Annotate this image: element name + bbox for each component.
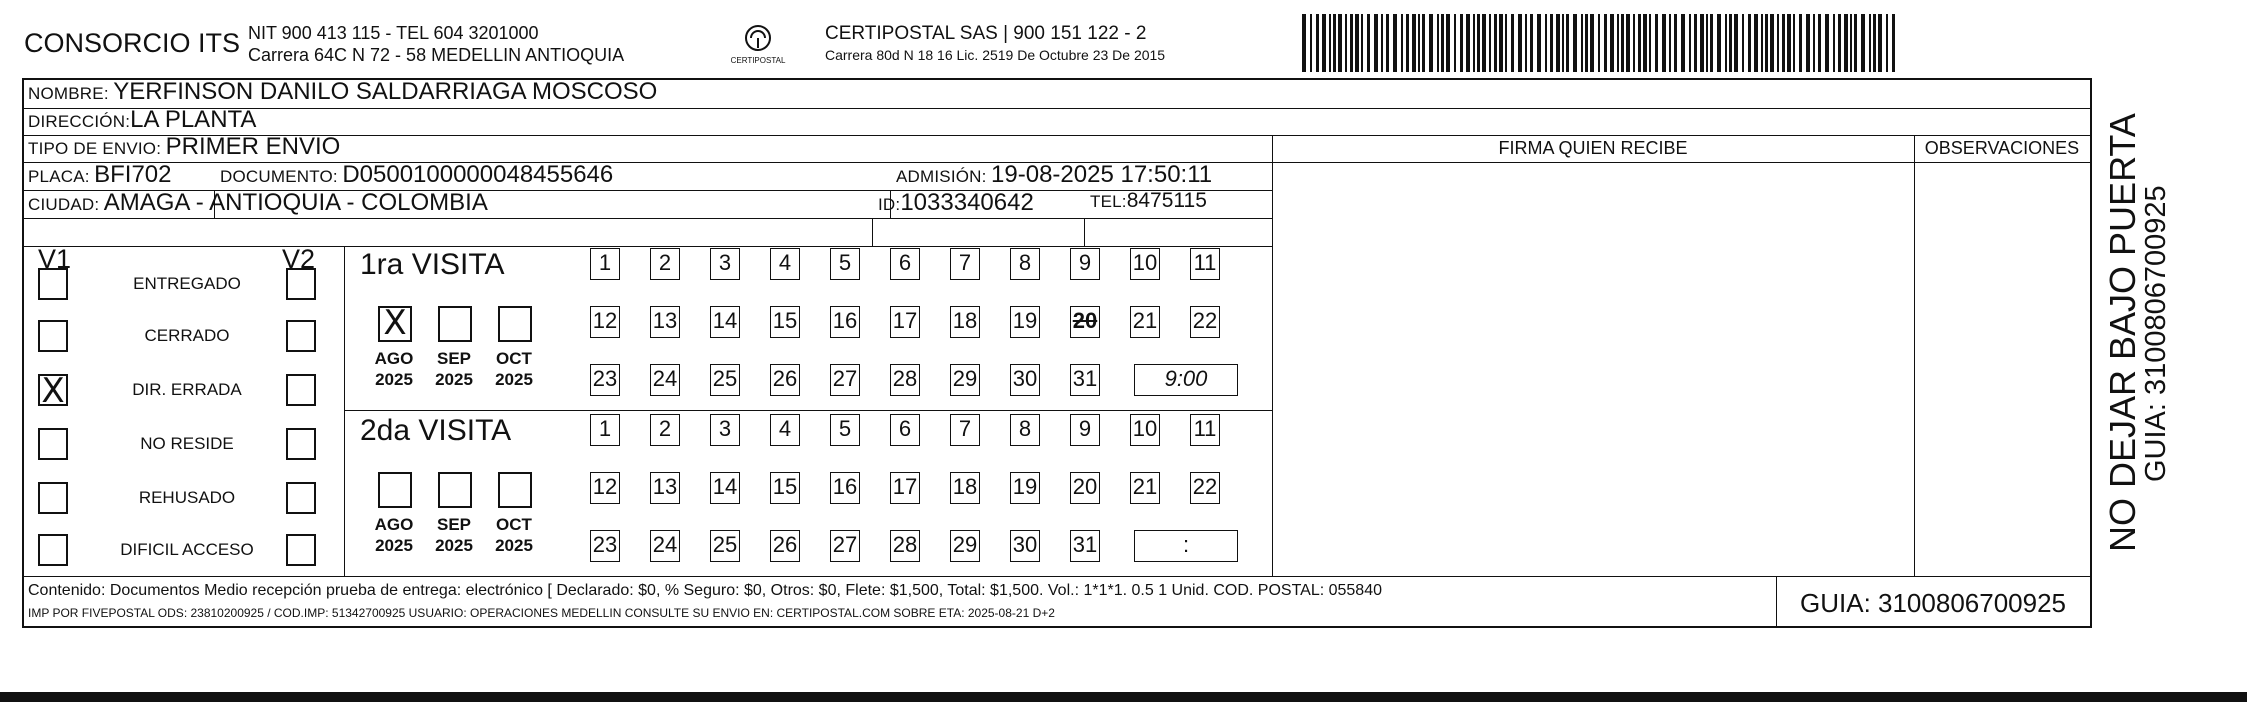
day-box[interactable]: 29: [950, 530, 980, 562]
barcode-bar: [1662, 14, 1666, 72]
ciudad-value: AMAGA - ANTIOQUIA - COLOMBIA: [103, 189, 488, 216]
company-info: [248, 22, 624, 66]
barcode-bar: [1892, 14, 1895, 72]
footer-guia: GUIA: 3100806700925: [1800, 588, 2066, 618]
logo-text: CERTIPOSTAL: [730, 56, 786, 65]
day-box[interactable]: 28: [890, 530, 920, 562]
barcode-bar: [1633, 14, 1635, 72]
barcode-bar: [1511, 14, 1514, 72]
month-checkbox[interactable]: [438, 472, 472, 508]
day-box[interactable]: 25: [710, 364, 740, 396]
month-label: OCT 2025: [495, 349, 533, 389]
day-box[interactable]: 28: [890, 364, 920, 396]
v2-checkbox[interactable]: [286, 268, 316, 300]
barcode-bar: [1710, 14, 1713, 72]
barcode: [1302, 14, 1898, 72]
day-box[interactable]: 11: [1190, 414, 1220, 446]
barcode-bar: [1550, 14, 1553, 72]
barcode-bar: [1545, 14, 1547, 72]
day-box[interactable]: 6: [890, 414, 920, 446]
barcode-bar: [1717, 14, 1721, 72]
barcode-bar: [1770, 14, 1774, 72]
day-box[interactable]: 9: [1070, 414, 1100, 446]
barcode-bar: [1518, 14, 1522, 72]
day-box[interactable]: 12: [590, 306, 620, 338]
day-box[interactable]: 30: [1010, 364, 1040, 396]
barcode-bar: [1873, 14, 1876, 72]
day-box[interactable]: 9: [1070, 248, 1100, 280]
barcode-bar: [1799, 14, 1802, 72]
day-box[interactable]: 10: [1130, 414, 1160, 446]
barcode-bar: [1581, 14, 1583, 72]
day-box[interactable]: 3: [710, 414, 740, 446]
barcode-bar: [1446, 14, 1450, 72]
v1-checkbox[interactable]: [38, 534, 68, 566]
day-box[interactable]: 20: [1070, 306, 1100, 338]
barcode-bar: [1573, 14, 1577, 72]
id-value: 1033340642: [900, 189, 1034, 216]
day-box[interactable]: 1: [590, 414, 620, 446]
barcode-bar: [1562, 14, 1564, 72]
time-box[interactable]: :: [1134, 530, 1238, 562]
barcode-bar: [1813, 14, 1815, 72]
barcode-bar: [1621, 14, 1624, 72]
day-box[interactable]: 17: [890, 306, 920, 338]
barcode-bar: [1361, 14, 1363, 72]
day-box[interactable]: 22: [1190, 472, 1220, 504]
day-box[interactable]: 8: [1010, 248, 1040, 280]
day-box[interactable]: 5: [830, 414, 860, 446]
barcode-bar: [1393, 14, 1397, 72]
nombre-value: YERFINSON DANILO SALDARRIAGA MOSCOSO: [113, 78, 658, 105]
id-label: ID:: [878, 195, 901, 214]
day-box[interactable]: 4: [770, 414, 800, 446]
barcode-bar: [1333, 14, 1336, 72]
month-label: OCT 2025: [495, 515, 533, 555]
barcode-bar: [1454, 14, 1456, 72]
barcode-bar: [1482, 14, 1486, 72]
v2-label: V2: [282, 244, 316, 274]
day-box[interactable]: 24: [650, 530, 680, 562]
day-box[interactable]: 23: [590, 530, 620, 562]
barcode-bar: [1598, 14, 1600, 72]
barcode-bar: [1345, 14, 1347, 72]
certipostal-address: Carrera 80d N 18 16 Lic. 2519 De Octubre 23 De 2015: [825, 47, 1166, 63]
status-label: REHUSADO: [138, 488, 236, 507]
day-box[interactable]: 24: [650, 364, 680, 396]
barcode-bar: [1681, 14, 1685, 72]
barcode-bar: [1556, 14, 1560, 72]
barcode-bar: [1316, 14, 1319, 72]
barcode-bar: [1499, 14, 1503, 72]
barcode-bar: [1429, 14, 1433, 72]
barcode-bar: [1525, 14, 1527, 72]
day-box[interactable]: 10: [1130, 248, 1160, 280]
barcode-bar: [1412, 14, 1416, 72]
barcode-bar: [1886, 14, 1888, 72]
barcode-bar: [1466, 14, 1470, 72]
day-box[interactable]: 31: [1070, 530, 1100, 562]
day-box[interactable]: 15: [770, 306, 800, 338]
month-checkbox[interactable]: [498, 472, 532, 508]
barcode-bar: [1310, 14, 1312, 72]
admision-label: ADMISIÓN:: [896, 167, 987, 186]
day-box[interactable]: 31: [1070, 364, 1100, 396]
firma-header: FIRMA QUIEN RECIBE: [1498, 138, 1688, 158]
day-box[interactable]: 23: [590, 364, 620, 396]
v1-checkbox[interactable]: [38, 482, 68, 514]
barcode-bar: [1610, 14, 1614, 72]
barcode-bar: [1302, 14, 1306, 72]
day-box[interactable]: 22: [1190, 306, 1220, 338]
barcode-bar: [1537, 14, 1541, 72]
bottom-edge: [0, 692, 2247, 702]
barcode-bar: [1489, 14, 1491, 72]
day-box[interactable]: 26: [770, 530, 800, 562]
company-address: Carrera 64C N 72 - 58 MEDELLIN ANTIOQUIA: [248, 45, 625, 65]
barcode-bar: [1754, 14, 1758, 72]
barcode-bar: [1460, 14, 1463, 72]
no-dejar-warning: NO DEJAR BAJO PUERTA: [2102, 113, 2143, 552]
v1-checkbox[interactable]: [38, 428, 68, 460]
day-box[interactable]: 18: [950, 472, 980, 504]
barcode-bar: [1777, 14, 1779, 72]
barcode-bar: [1649, 14, 1651, 72]
footer-line1: Contenido: Documentos Medio recepción prueba de entrega: electrónico [ Declarado: $0, % Seguro: $0, Otros: $0, Flete: $1,500, Total: $1,500. Vol.: 1*1*1. 0.5 1 Unid. COD. POSTAL: 055840: [28, 582, 1382, 599]
barcode-bar: [1833, 14, 1835, 72]
day-box[interactable]: 3: [710, 248, 740, 280]
barcode-bar: [1655, 14, 1658, 72]
documento-label: DOCUMENTO:: [220, 167, 338, 186]
v1-checkbox[interactable]: [38, 320, 68, 352]
barcode-bar: [1505, 14, 1507, 72]
day-box[interactable]: 4: [770, 248, 800, 280]
v2-checkbox[interactable]: [286, 374, 316, 406]
barcode-bar: [1401, 14, 1403, 72]
barcode-bar: [1765, 14, 1768, 72]
barcode-bar: [1725, 14, 1727, 72]
certipostal-name: CERTIPOSTAL SAS | 900 151 122 - 2: [825, 23, 1147, 44]
day-box[interactable]: 1: [590, 248, 620, 280]
barcode-bar: [1494, 14, 1497, 72]
day-box[interactable]: 20: [1070, 472, 1100, 504]
month-checkbox[interactable]: X: [378, 306, 412, 342]
barcode-bar: [1374, 14, 1378, 72]
day-box[interactable]: 13: [650, 306, 680, 338]
certipostal-info: [825, 22, 1165, 65]
v2-checkbox[interactable]: [286, 320, 316, 352]
status-label: CERRADO: [144, 326, 230, 345]
day-box[interactable]: 26: [770, 364, 800, 396]
barcode-bar: [1617, 14, 1619, 72]
v1-checkbox[interactable]: X: [38, 374, 68, 406]
barcode-bar: [1869, 14, 1871, 72]
visit2-title: 2da VISITA: [360, 414, 512, 447]
day-box[interactable]: 11: [1190, 248, 1220, 280]
documento-value: D0500100000048455646: [342, 161, 614, 188]
status-label: DIFICIL ACCESO: [120, 540, 254, 559]
barcode-bar: [1355, 14, 1359, 72]
barcode-bar: [1566, 14, 1569, 72]
barcode-bar: [1329, 14, 1331, 72]
day-box[interactable]: 21: [1130, 472, 1160, 504]
barcode-bar: [1473, 14, 1475, 72]
day-box[interactable]: 27: [830, 364, 860, 396]
day-box[interactable]: 30: [1010, 530, 1040, 562]
month-label: AGO 2025: [374, 515, 414, 555]
company-nit: NIT 900 413 115 - TEL 604 3201000: [248, 23, 539, 43]
day-box[interactable]: 19: [1010, 306, 1040, 338]
barcode-bar: [1694, 14, 1697, 72]
day-box[interactable]: 7: [950, 414, 980, 446]
visit1-title: 1ra VISITA: [360, 248, 505, 281]
barcode-bar: [1706, 14, 1708, 72]
company-name: CONSORCIO ITS: [24, 28, 241, 58]
v2-checkbox[interactable]: [286, 482, 316, 514]
barcode-bar: [1322, 14, 1326, 72]
day-box[interactable]: 5: [830, 248, 860, 280]
month-checkbox[interactable]: [498, 306, 532, 342]
tel-value: 8475115: [1126, 189, 1207, 212]
barcode-bar: [1350, 14, 1353, 72]
delivery-form: [22, 78, 2092, 628]
placa-label: PLACA:: [28, 167, 90, 186]
barcode-bar: [1782, 14, 1785, 72]
barcode-bar: [1787, 14, 1791, 72]
day-box[interactable]: 17: [890, 472, 920, 504]
barcode-bar: [1838, 14, 1841, 72]
nombre-label: NOMBRE:: [28, 84, 109, 103]
day-box[interactable]: 14: [710, 472, 740, 504]
barcode-bar: [1477, 14, 1480, 72]
side-guia: GUIA: 3100806700925: [2140, 185, 2172, 482]
barcode-bar: [1825, 14, 1829, 72]
direccion-label: DIRECCIÓN:: [28, 112, 131, 131]
barcode-bar: [1806, 14, 1810, 72]
tel-label: TEL:: [1090, 192, 1127, 211]
barcode-bar: [1689, 14, 1691, 72]
month-label: SEP 2025: [435, 349, 473, 389]
barcode-bar: [1638, 14, 1641, 72]
barcode-bar: [1338, 14, 1342, 72]
admision-value: 19-08-2025 17:50:11: [991, 161, 1213, 188]
day-box[interactable]: 19: [1010, 472, 1040, 504]
barcode-bar: [1406, 14, 1409, 72]
barcode-bar: [1422, 14, 1425, 72]
barcode-bar: [1437, 14, 1439, 72]
month-checkbox[interactable]: [438, 306, 472, 342]
month-label: SEP 2025: [435, 515, 473, 555]
placa-value: BFI702: [94, 161, 172, 188]
day-box[interactable]: 14: [710, 306, 740, 338]
barcode-bar: [1729, 14, 1732, 72]
barcode-bar: [1626, 14, 1630, 72]
barcode-bar: [1590, 14, 1594, 72]
barcode-bar: [1643, 14, 1647, 72]
day-box[interactable]: 7: [950, 248, 980, 280]
barcode-bar: [1381, 14, 1383, 72]
day-box[interactable]: 29: [950, 364, 980, 396]
tipo-envio-value: PRIMER ENVIO: [165, 133, 341, 160]
day-box[interactable]: 21: [1130, 306, 1160, 338]
status-label: NO RESIDE: [140, 434, 234, 453]
status-label: ENTREGADO: [133, 274, 241, 293]
barcode-bar: [1878, 14, 1882, 72]
barcode-bar: [1604, 14, 1607, 72]
day-box[interactable]: 2: [650, 248, 680, 280]
observaciones-header: OBSERVACIONES: [1924, 138, 2080, 158]
barcode-bar: [1669, 14, 1671, 72]
day-box[interactable]: 16: [830, 472, 860, 504]
barcode-bar: [1418, 14, 1420, 72]
time-box[interactable]: 9:00: [1134, 364, 1238, 396]
v1-checkbox[interactable]: [38, 268, 68, 300]
barcode-bar: [1818, 14, 1821, 72]
day-box[interactable]: 16: [830, 306, 860, 338]
day-box[interactable]: 6: [890, 248, 920, 280]
day-box[interactable]: 25: [710, 530, 740, 562]
month-label: AGO 2025: [374, 349, 414, 389]
barcode-bar: [1748, 14, 1751, 72]
barcode-bar: [1585, 14, 1588, 72]
day-box[interactable]: 18: [950, 306, 980, 338]
day-box[interactable]: 12: [590, 472, 620, 504]
day-box[interactable]: 15: [770, 472, 800, 504]
month-checkbox[interactable]: [378, 472, 412, 508]
status-label: DIR. ERRADA: [132, 380, 242, 399]
barcode-bar: [1674, 14, 1677, 72]
v2-checkbox[interactable]: [286, 428, 316, 460]
barcode-bar: [1530, 14, 1533, 72]
barcode-bar: [1854, 14, 1857, 72]
barcode-bar: [1844, 14, 1848, 72]
barcode-bar: [1793, 14, 1795, 72]
day-box[interactable]: 2: [650, 414, 680, 446]
barcode-bar: [1441, 14, 1444, 72]
ciudad-label: CIUDAD:: [28, 195, 100, 214]
day-box[interactable]: 27: [830, 530, 860, 562]
barcode-bar: [1367, 14, 1370, 72]
footer-line2: IMP POR FIVEPOSTAL ODS: 23810200925 / COD.IMP: 51342700925 USUARIO: OPERACIONES MEDELLIN CONSULTE SU ENVIO EN: CERTIPOSTAL.COM SOBRE ETA: 2025-08-21 D+2: [28, 606, 1055, 620]
v1-label: V1: [38, 244, 72, 274]
barcode-bar: [1761, 14, 1763, 72]
barcode-bar: [1742, 14, 1744, 72]
tipo-envio-label: TIPO DE ENVIO:: [28, 139, 162, 158]
barcode-bar: [1850, 14, 1852, 72]
barcode-bar: [1700, 14, 1704, 72]
barcode-bar: [1734, 14, 1738, 72]
day-box[interactable]: 13: [650, 472, 680, 504]
barcode-bar: [1861, 14, 1865, 72]
direccion-value: LA PLANTA: [130, 106, 257, 133]
day-box[interactable]: 8: [1010, 414, 1040, 446]
barcode-bar: [1386, 14, 1389, 72]
v2-checkbox[interactable]: [286, 534, 316, 566]
